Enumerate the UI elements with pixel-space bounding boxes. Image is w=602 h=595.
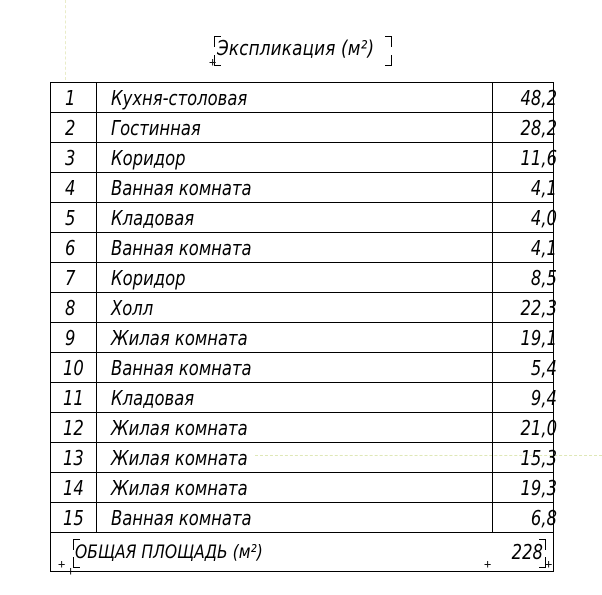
- table-row: [51, 113, 557, 143]
- table-row: [51, 323, 557, 353]
- total-area-label: ОБЩАЯ ПЛОЩАДЬ (м²): [75, 541, 263, 563]
- room-name: Кладовая: [111, 386, 195, 410]
- room-number: 4: [65, 176, 76, 200]
- room-number: 1: [65, 86, 76, 110]
- room-number: 11: [63, 386, 84, 410]
- table-row: [51, 263, 557, 293]
- room-name: Коридор: [111, 266, 186, 290]
- room-number: 10: [63, 356, 84, 380]
- room-area: 28,2: [520, 116, 557, 140]
- room-name: Жилая комната: [111, 476, 248, 500]
- room-name: Ванная комната: [111, 236, 252, 260]
- room-number: 12: [63, 416, 84, 440]
- room-area: 4,1: [530, 236, 557, 260]
- explication-table: [50, 82, 557, 572]
- title-frame-top-right: [385, 36, 392, 47]
- room-name: Кухня-столовая: [111, 86, 248, 110]
- room-area: 6,8: [530, 506, 557, 530]
- room-area: 22,3: [520, 296, 557, 320]
- crosshair-icon: +: [67, 564, 75, 578]
- room-area: 5,4: [530, 356, 557, 380]
- room-name: Ванная комната: [111, 356, 252, 380]
- room-area: 19,1: [520, 326, 557, 350]
- room-number: 15: [63, 506, 84, 530]
- document-title: Экспликация (м²): [217, 36, 375, 60]
- room-area: 9,4: [530, 386, 557, 410]
- table-row: [51, 473, 557, 503]
- crosshair-icon: +: [545, 557, 553, 571]
- room-name: Гостинная: [111, 116, 201, 140]
- total-area-value: 228: [511, 540, 543, 564]
- table-row: [51, 173, 557, 203]
- table-row: [51, 353, 557, 383]
- table-row: [51, 83, 557, 113]
- room-area: 15,3: [520, 446, 557, 470]
- table-row: [51, 203, 557, 233]
- room-name: Ванная комната: [111, 176, 252, 200]
- room-number: 9: [65, 326, 76, 350]
- table-row: [51, 503, 557, 533]
- crosshair-icon: +: [58, 557, 66, 571]
- room-number: 5: [65, 206, 76, 230]
- room-number: 14: [63, 476, 84, 500]
- room-name: Коридор: [111, 146, 186, 170]
- room-name: Жилая комната: [111, 326, 248, 350]
- room-name: Кладовая: [111, 206, 195, 230]
- crosshair-icon: +: [209, 55, 217, 69]
- room-area: 21,0: [520, 416, 557, 440]
- table-row: [51, 413, 557, 443]
- room-area: 8,5: [530, 266, 557, 290]
- table-row: [51, 443, 557, 473]
- room-number: 3: [65, 146, 76, 170]
- vertical-guide-line: [65, 0, 66, 80]
- room-name: Холл: [111, 296, 154, 320]
- title-frame-bottom-right: [385, 55, 392, 66]
- room-name: Ванная комната: [111, 506, 252, 530]
- room-number: 13: [63, 446, 84, 470]
- room-area: 48,2: [520, 86, 557, 110]
- table-row: [51, 143, 557, 173]
- room-area: 11,6: [520, 146, 557, 170]
- crosshair-icon: +: [484, 557, 492, 571]
- room-number: 6: [65, 236, 76, 260]
- room-name: Жилая комната: [111, 446, 248, 470]
- room-area: 19,3: [520, 476, 557, 500]
- table-row: [51, 383, 557, 413]
- table-row: [51, 293, 557, 323]
- room-number: 2: [65, 116, 76, 140]
- table-row: [51, 233, 557, 263]
- total-row: [51, 533, 553, 571]
- room-area: 4,0: [530, 206, 557, 230]
- room-name: Жилая комната: [111, 416, 248, 440]
- room-number: 7: [65, 266, 76, 290]
- room-number: 8: [65, 296, 76, 320]
- room-area: 4,1: [530, 176, 557, 200]
